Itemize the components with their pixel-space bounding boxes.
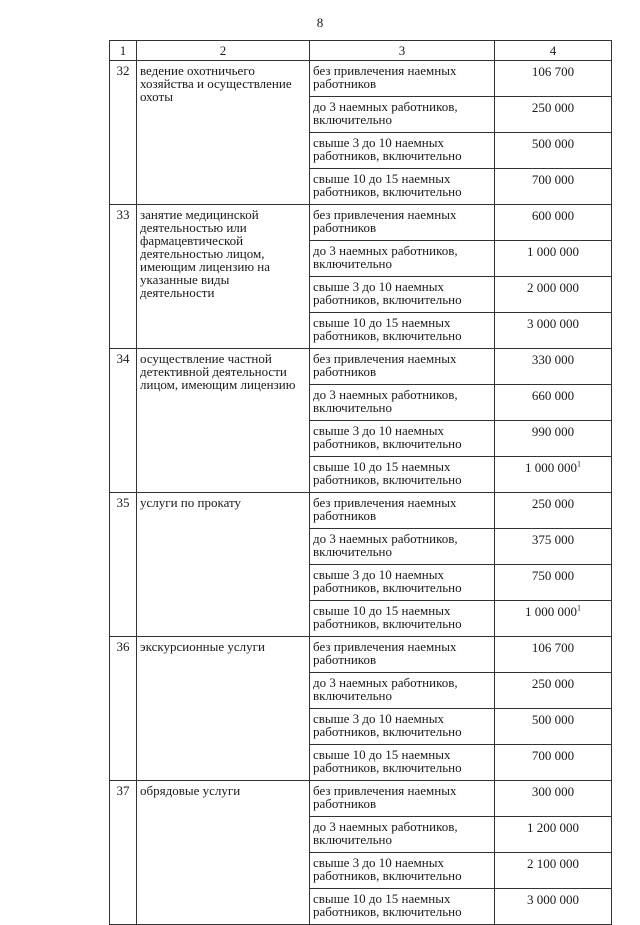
amount-value: 250 000 (531, 676, 575, 691)
employee-condition: без привлечения наемных работников (310, 781, 495, 817)
amount-cell (495, 385, 612, 421)
amount-value: 106 700 (531, 64, 575, 79)
amount-value: 500 000 (531, 136, 575, 151)
amount-value: 250 000 (531, 100, 575, 115)
activity-name: услуги по прокату (137, 493, 310, 637)
employee-condition: свыше 3 до 10 наемных работников, включительно (310, 421, 495, 457)
amount-cell (495, 97, 612, 133)
section-number: 36 (110, 637, 137, 781)
employee-condition: без привлечения наемных работников (310, 349, 495, 385)
amount-value: 106 700 (531, 640, 575, 655)
page-number: 8 (316, 15, 324, 30)
amount-cell (495, 457, 612, 493)
amount-value: 990 000 (531, 424, 575, 439)
section-number: 35 (110, 493, 137, 637)
amount-value: 1 000 000 (525, 460, 577, 475)
employee-condition: свыше 3 до 10 наемных работников, включительно (310, 709, 495, 745)
section-number: 32 (110, 61, 137, 205)
employee-condition: до 3 наемных работников, включительно (310, 97, 495, 133)
amount-value: 750 000 (531, 568, 575, 583)
amount-cell (495, 421, 612, 457)
employee-condition: без привлечения наемных работников (310, 493, 495, 529)
amount-cell (495, 313, 612, 349)
amount-cell (495, 601, 612, 637)
amount-value: 660 000 (531, 388, 575, 403)
amount-value: 2 000 000 (527, 280, 579, 295)
amount-cell (495, 241, 612, 277)
amount-cell (495, 277, 612, 313)
employee-condition: свыше 10 до 15 наемных работников, включительно (310, 169, 495, 205)
employee-condition: без привлечения наемных работников (310, 637, 495, 673)
amount-value: 3 000 000 (527, 892, 579, 907)
employee-condition: свыше 10 до 15 наемных работников, включительно (310, 457, 495, 493)
amount-value: 600 000 (531, 208, 575, 223)
employee-condition: до 3 наемных работников, включительно (310, 385, 495, 421)
employee-condition: до 3 наемных работников, включительно (310, 529, 495, 565)
amount-value: 3 000 000 (527, 316, 579, 331)
amount-cell (495, 817, 612, 853)
activity-name: обрядовые услуги (137, 781, 310, 925)
employee-condition: свыше 3 до 10 наемных работников, включительно (310, 565, 495, 601)
employee-condition: без привлечения наемных работников (310, 61, 495, 97)
header-col-4: 4 (495, 41, 612, 61)
amount-cell (495, 745, 612, 781)
employee-condition: свыше 10 до 15 наемных работников, включительно (310, 313, 495, 349)
amount-value: 1 000 000 (525, 604, 577, 619)
amount-cell (495, 493, 612, 529)
amount-cell (495, 709, 612, 745)
header-col-1: 1 (110, 41, 137, 61)
footnote-marker: 1 (577, 603, 581, 613)
amount-cell (495, 673, 612, 709)
amount-cell (495, 565, 612, 601)
table-row (110, 205, 612, 241)
table-row (110, 349, 612, 385)
employee-condition: свыше 10 до 15 наемных работников, включительно (310, 745, 495, 781)
table-row (110, 637, 612, 673)
amount-value: 375 000 (531, 532, 575, 547)
amount-cell (495, 889, 612, 925)
employee-condition: до 3 наемных работников, включительно (310, 241, 495, 277)
employee-condition: без привлечения наемных работников (310, 205, 495, 241)
amount-cell (495, 853, 612, 889)
footnote-marker: 1 (577, 459, 581, 469)
amount-cell (495, 169, 612, 205)
employee-condition: свыше 3 до 10 наемных работников, включительно (310, 853, 495, 889)
table-row (110, 781, 612, 817)
employee-condition: свыше 10 до 15 наемных работников, включительно (310, 601, 495, 637)
activity-name: осуществление частной детективной деятельности лицом, имеющим лицензию (137, 349, 310, 493)
employee-condition: свыше 3 до 10 наемных работников, включительно (310, 133, 495, 169)
amount-cell (495, 205, 612, 241)
amount-value: 250 000 (531, 496, 575, 511)
amount-cell (495, 133, 612, 169)
amount-value: 300 000 (531, 784, 575, 799)
employee-condition: до 3 наемных работников, включительно (310, 817, 495, 853)
tariff-table (109, 40, 612, 925)
amount-value: 500 000 (531, 712, 575, 727)
table-row (110, 61, 612, 97)
amount-cell (495, 61, 612, 97)
amount-value: 1 000 000 (527, 244, 579, 259)
amount-cell (495, 637, 612, 673)
amount-cell (495, 529, 612, 565)
activity-name: занятие медицинской деятельностью или фармацевтической деятельностью лицом, имеющим лицензию на указанные виды деятельности (137, 205, 310, 349)
header-col-2: 2 (137, 41, 310, 61)
amount-value: 2 100 000 (527, 856, 579, 871)
table-header-row (110, 41, 612, 61)
activity-name: экскурсионные услуги (137, 637, 310, 781)
section-number: 33 (110, 205, 137, 349)
amount-value: 700 000 (531, 748, 575, 763)
section-number: 37 (110, 781, 137, 925)
amount-cell (495, 349, 612, 385)
activity-name: ведение охотничьего хозяйства и осуществление охоты (137, 61, 310, 205)
amount-value: 330 000 (531, 352, 575, 367)
amount-value: 1 200 000 (527, 820, 579, 835)
header-col-3: 3 (310, 41, 495, 61)
amount-value: 700 000 (531, 172, 575, 187)
table-row (110, 493, 612, 529)
amount-cell (495, 781, 612, 817)
section-number: 34 (110, 349, 137, 493)
employee-condition: свыше 3 до 10 наемных работников, включительно (310, 277, 495, 313)
employee-condition: свыше 10 до 15 наемных работников, включительно (310, 889, 495, 925)
employee-condition: до 3 наемных работников, включительно (310, 673, 495, 709)
